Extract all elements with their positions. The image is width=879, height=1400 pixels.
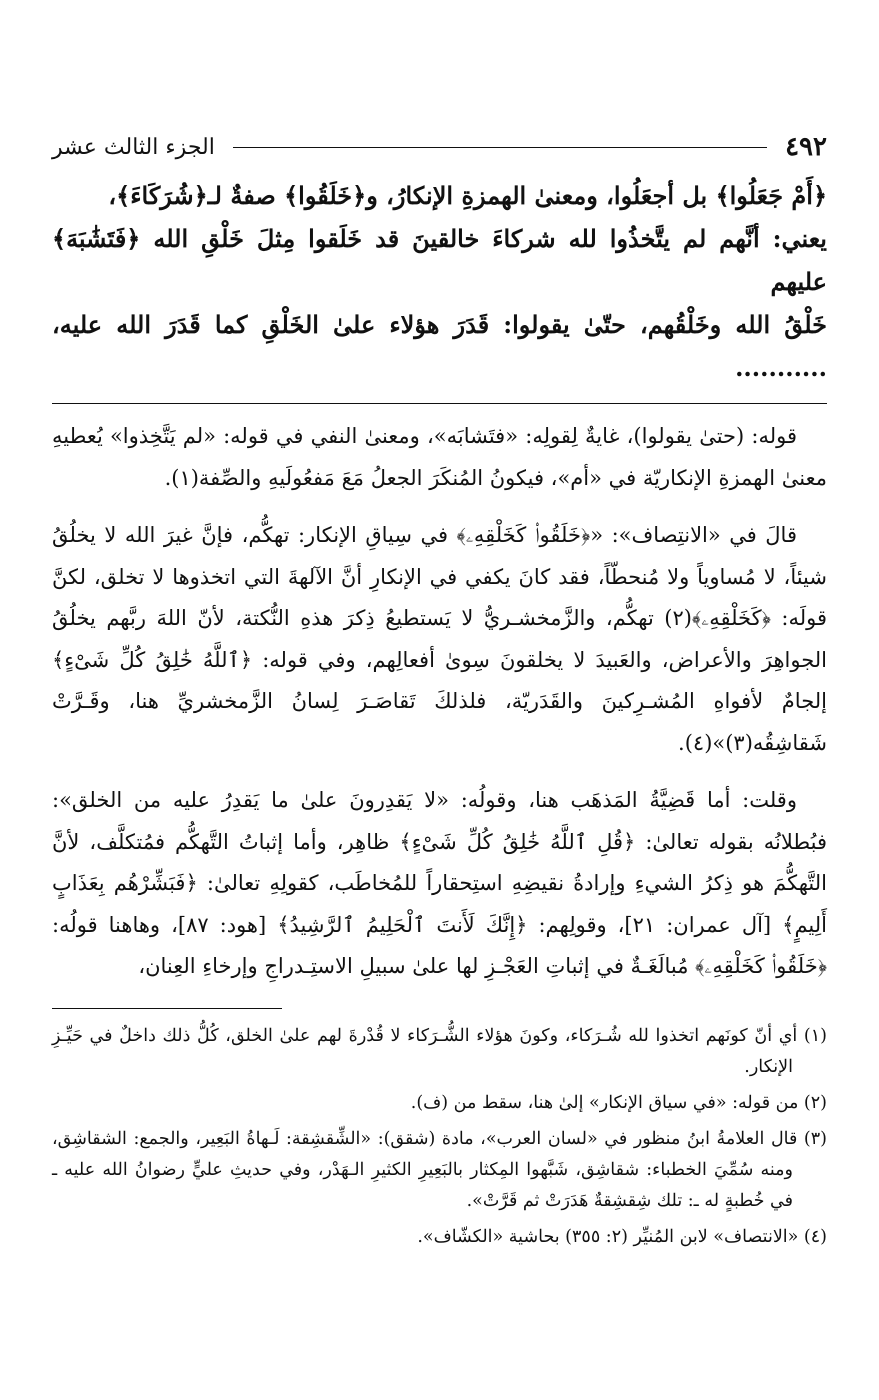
page-number: ٤٩٢ xyxy=(785,132,827,162)
commentary-paragraph: قالَ في «الانتِصاف»: «﴿خَلَقُوا۟ كَخَلْقِهِۦ﴾ في سِياقِ الإنكار: تهكُّم، فإنَّ غيرَ الله لا يخلُقُ شيئاً، لا مُساوياً ولا مُنحطّاً، فقد كانَ يكفي في الإنكارِ أنَّ الآلهةَ التي اتخذوها لا تخلق، لكنَّ قولَه: ﴿كَخَلْقِهِۦ﴾(٢) تهكُّم، والزَّمخشـريُّ لا يَستطيعُ ذِكرَ هذهِ النُّكتة، لأنّ اللهَ ربَّهم يخلُقُ الجواهِرَ والأعراض، والعَبيدَ لا يخلقونَ سِوىٰ أفعالِهم، وفي قوله: ﴿ٱللَّهُ خَٰلِقُ كُلِّ شَىْءٍ﴾ إلجامٌ لأفواهِ المُشـرِكينَ والقَدَريّة، فلذلكَ تَقاصَـرَ لِسانُ الزَّمخشريِّ هنا، وقَـرَّتْ شَقاشِقُه(٣)»(٤). xyxy=(52,523,827,755)
main-text-line: يعني: أنَّهم لم يتَّخذُوا لله شركاءَ خالقينَ قد خَلَقوا مِثلَ خَلْقِ الله ﴿فَتَشَٰبَهَ﴾ عليهم xyxy=(52,224,827,296)
footnote: (١) أي أنّ كونَهم اتخذوا لله شُـرَكاء، وكونَ هؤلاء الشُّـرَكاء لا قُدْرةَ لهم علىٰ الخلق، كُلُّ ذلك داخلٌ في حَيِّـزِ الإنكار. xyxy=(52,1025,827,1077)
footnote: (٢) من قوله: «في سياق الإنكار» إلىٰ هنا، سقط من (ف). xyxy=(410,1092,827,1113)
header-rule xyxy=(233,147,767,148)
footnotes-block xyxy=(52,1021,827,1253)
main-text-line: خَلْقُ الله وخَلْقُهم، حتّىٰ يقولوا: قَدَرَ هؤلاء علىٰ الخَلْقِ كما قَدَرَ الله عليه، ........... xyxy=(52,310,827,382)
main-text-line: ﴿أَمْ جَعَلُوا﴾ بل أجعَلُوا، ومعنىٰ الهمزةِ الإنكارُ، و﴿خَلَقُوا﴾ صفةٌ لـ﴿شُرَكَاءَ﴾، xyxy=(108,181,827,210)
page-header xyxy=(52,128,827,166)
footnote-divider xyxy=(52,1008,282,1009)
book-page xyxy=(52,128,827,1258)
footnote: (٣) قال العلامةُ ابنُ منظور في «لسان العرب»، مادة (شقق): «الشِّقشِقة: لَـهاةُ البَعِير، والجمع: الشقاشِق، ومنه سُمِّيَ الخطباء: شقاشِق، شَبَّهوا المِكثار بالبَعِيرِ الكثيرِ الـهَدْر، وفي حديثِ عليٍّ رضوانُ الله عليه ـ في خُطبةٍ له ـ: تلك شِقشِقةٌ هَدَرَتْ ثم قَرَّتْ». xyxy=(52,1128,827,1211)
commentary-paragraph: قوله: (حتىٰ يقولوا)، غايةٌ لِقولِه: «فتَشابَه»، ومعنىٰ النفي في قوله: «لم يَتَّخِذوا» يُعطيهِ معنىٰ الهمزةِ الإنكاريّة في «أم»، فيكونُ المُنكَرَ الجعلُ مَعَ مَفعُولَيهِ والصِّفة(١). xyxy=(52,424,827,490)
main-text-block xyxy=(52,174,827,389)
footnote: (٤) «الانتصاف» لابن المُنيِّر (٢: ٣٥٥) بحاشية «الكشّاف». xyxy=(417,1226,827,1247)
section-divider xyxy=(52,403,827,404)
commentary-block xyxy=(52,416,827,988)
volume-title: الجزء الثالث عشر xyxy=(52,134,215,160)
commentary-paragraph: وقلت: أما قَضِيَّةُ المَذهَب هنا، وقولُه: «لا يَقدِرونَ علىٰ ما يَقدِرُ عليه من الخلق»: فبُطلانُه بقوله تعالىٰ: ﴿قُلِ ٱللَّهُ خَٰلِقُ كُلِّ شَىْءٍ﴾ ظاهِر، وأما إثباتُ التَّهكُّم فمُتكلَّف، لأنَّ التَّهكُّمَ هو ذِكرُ الشيءِ وإرادةُ نقيضِهِ استِحقاراً للمُخاطَب، كقولِهِ تعالىٰ: ﴿فَبَشِّرْهُم بِعَذَابٍ أَلِيمٍ﴾ [آل عمران: ٢١]، وقولِهم: ﴿إِنَّكَ لَأَنتَ ٱلْحَلِيمُ ٱلرَّشِيدُ﴾ [هود: ٨٧]، وهاهنا قولُه: ﴿خَلَقُوا۟ كَخَلْقِهِۦ﴾ مُبالَغَـةٌ في إثباتِ العَجْـزِ لها علىٰ سبيلِ الاستِـدراجِ وإرخاءِ العِنان، xyxy=(52,788,827,978)
